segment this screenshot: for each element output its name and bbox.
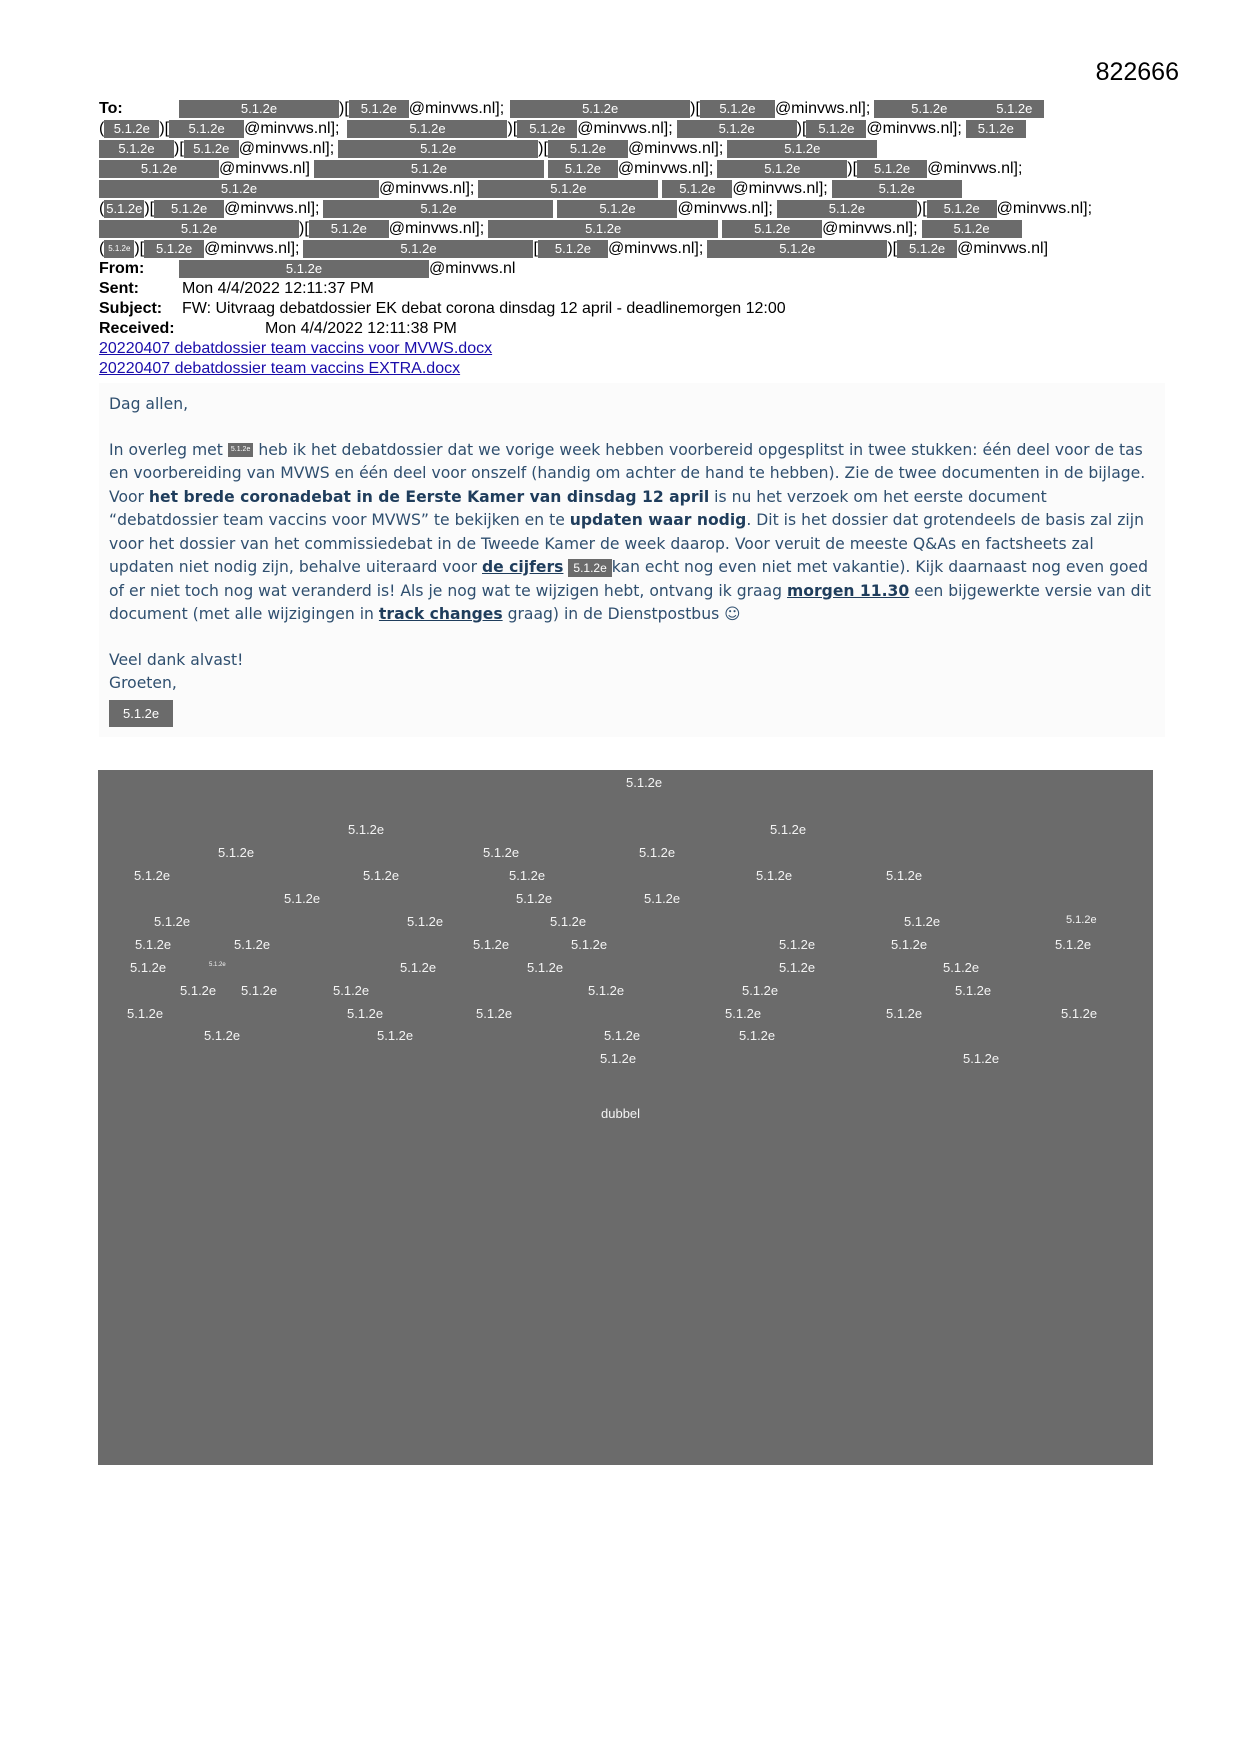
redaction: 5.1.2e <box>832 180 962 198</box>
redaction: 5.1.2e <box>104 120 159 138</box>
email-header <box>99 99 1139 379</box>
redaction-label: 5.1.2e <box>891 937 928 952</box>
email-domain: @minvws.nl]; <box>677 200 773 217</box>
email-domain: @minvws.nl] <box>219 160 310 177</box>
redaction-label: 5.1.2e <box>943 960 980 975</box>
redaction: 5.1.2e <box>662 180 732 198</box>
redaction-label: 5.1.2e <box>218 845 255 860</box>
email-domain: @minvws.nl]; <box>627 140 724 157</box>
to-line-4: 5.1.2e @minvws.nl] 5.1.2e 5.1.2e @minvws.nl]; 5.1.2e )[ 5.1.2e @minvws.nl]; <box>99 159 1139 179</box>
redaction-label: 5.1.2e <box>363 868 400 883</box>
redaction-label: 5.1.2e <box>963 1051 1000 1066</box>
redaction-label: 5.1.2e <box>527 960 564 975</box>
redaction-label: 5.1.2e <box>407 914 444 929</box>
redaction-label: 5.1.2e <box>476 1006 513 1021</box>
signature-redaction: 5.1.2e <box>109 700 173 728</box>
redaction: 5.1.2e <box>927 200 997 218</box>
redaction: 5.1.2e <box>99 140 174 158</box>
redaction-label: 5.1.2e <box>904 914 941 929</box>
redaction: 5.1.2e <box>874 100 984 118</box>
redaction: 5.1.2e <box>99 160 219 178</box>
text: Voor <box>109 487 144 506</box>
text: In overleg met <box>109 440 223 459</box>
paragraph-2 <box>109 486 1155 627</box>
email-domain: @minvws.nl]; <box>866 120 962 137</box>
redaction: 5.1.2e <box>922 220 1022 238</box>
redaction: 5.1.2e <box>338 140 538 158</box>
redaction: 5.1.2e <box>538 240 608 258</box>
redaction: 5.1.2e <box>707 240 887 258</box>
redaction: 5.1.2e <box>99 180 379 198</box>
redaction: 5.1.2e <box>984 100 1044 118</box>
redaction-label: 5.1.2e <box>130 960 167 975</box>
redaction: 5.1.2e <box>727 140 877 158</box>
redaction: 5.1.2e <box>717 160 847 178</box>
email-domain: @minvws.nl]; <box>408 100 505 117</box>
redaction-label: 5.1.2e <box>955 983 992 998</box>
redaction-label: 5.1.2e <box>180 983 217 998</box>
redaction-label: 5.1.2e <box>1066 914 1097 926</box>
attachment-link[interactable]: 20220407 debatdossier team vaccins voor MVWS.docx <box>99 340 493 357</box>
email-domain: @minvws.nl]; <box>996 200 1093 217</box>
redaction: 5.1.2e <box>806 120 866 138</box>
redaction: 5.1.2e <box>349 100 409 118</box>
redaction-label: 5.1.2e <box>234 937 271 952</box>
text: kan echt nog even niet met vakantie). Kijk daarnaast nog even goed of er niet toch nog wat veranderd is! Als je nog wat te wijzigen hebt, ontvang ik graag <box>109 558 1149 600</box>
text: een bijgewerkte versie van dit document (met alle wijzigingen in <box>109 581 1151 623</box>
redaction-label: 5.1.2e <box>639 845 676 860</box>
from-line <box>99 259 1139 279</box>
redacted-block <box>98 770 1153 1465</box>
redaction-label: 5.1.2e <box>588 983 625 998</box>
sent-value: Mon 4/4/2022 12:11:37 PM <box>182 280 374 297</box>
thanks: Veel dank alvast! <box>109 650 244 669</box>
redaction: 5.1.2e <box>154 200 224 218</box>
to-line-2: ( 5.1.2e )[ 5.1.2e @minvws.nl]; 5.1.2e )[ 5.1.2e @minvws.nl]; 5.1.2e )[ 5.1.2e @minvws.nl]; 5.1.2e <box>99 119 1139 139</box>
redaction-label: 5.1.2e <box>1055 937 1092 952</box>
redaction: 5.1.2e <box>347 120 507 138</box>
email-domain: @minvws.nl <box>429 260 516 277</box>
to-line-7: 5.1.2e )[ 5.1.2e @minvws.nl]; 5.1.2e 5.1.2e @minvws.nl]; 5.1.2e <box>99 219 1139 239</box>
redaction-label: 5.1.2e <box>742 983 779 998</box>
redaction-label: 5.1.2e <box>483 845 520 860</box>
redaction: 5.1.2e <box>510 100 690 118</box>
redaction: 5.1.2e <box>700 100 775 118</box>
email-domain: @minvws.nl]; <box>732 180 828 197</box>
text: heb ik het debatdossier dat we vorige week hebben voorbereid opgesplitst in twee stukken: één deel voor de tas en voorbereiding van MVWS en één deel voor onszelf (handig om achter de hand te hebben). Zie de twee documenten in de bijlage. <box>109 440 1146 482</box>
to-line-5 <box>99 179 1139 199</box>
redaction: 5.1.2e <box>309 220 389 238</box>
bold-text: het brede coronadebat in de Eerste Kamer van dinsdag 12 april <box>148 487 710 506</box>
message-body <box>99 383 1165 737</box>
redaction-label: 5.1.2e <box>886 868 923 883</box>
redaction-label: 5.1.2e <box>516 891 553 906</box>
redaction: 5.1.2e <box>557 200 677 218</box>
subject-value: FW: Uitvraag debatdossier EK debat corona dinsdag 12 april - deadlinemorgen 12:00 <box>182 300 786 317</box>
redaction-label: 5.1.2e <box>571 937 608 952</box>
redaction: 5.1.2e <box>478 180 658 198</box>
redaction-label: 5.1.2e <box>1061 1006 1098 1021</box>
redaction-label: 5.1.2e <box>473 937 510 952</box>
from-label: From: <box>99 260 145 278</box>
email-domain: @minvws.nl]; <box>238 140 335 157</box>
redaction-label: 5.1.2e <box>509 868 546 883</box>
redaction-label: 5.1.2e <box>241 983 278 998</box>
sent-line <box>99 279 1139 299</box>
email-domain: @minvws.nl]; <box>607 240 704 257</box>
redaction-label: 5.1.2e <box>604 1028 641 1043</box>
subject-line <box>99 299 1139 319</box>
email-domain: @minvws.nl]; <box>224 200 320 217</box>
redaction-label: 5.1.2e <box>756 868 793 883</box>
redaction-label: 5.1.2e <box>127 1006 164 1021</box>
to-line-8: ( 5.1.2e )[ 5.1.2e @minvws.nl]; 5.1.2e [ 5.1.2e @minvws.nl]; 5.1.2e )[ 5.1.2e @minvws.nl] <box>99 240 1049 257</box>
redaction: 5.1.2e <box>897 240 957 258</box>
redaction: 5.1.2e <box>722 220 822 238</box>
received-line <box>99 319 1139 339</box>
redaction-label: 5.1.2e <box>626 775 663 790</box>
redaction: 5.1.2e <box>323 200 553 218</box>
redaction: 5.1.2e <box>99 220 299 238</box>
redaction: 5.1.2e <box>144 240 204 258</box>
redaction-note: dubbel <box>601 1106 641 1121</box>
email-domain: @minvws.nl]; <box>388 220 485 237</box>
redaction-label: 5.1.2e <box>204 1028 241 1043</box>
redaction: 5.1.2e <box>548 160 618 178</box>
redaction: 5.1.2e <box>179 100 339 118</box>
email-domain: @minvws.nl]; <box>927 160 1023 177</box>
email-domain: @minvws.nl]; <box>379 180 475 197</box>
greeting: Dag allen, <box>109 395 189 413</box>
redaction-label: 5.1.2e <box>135 937 172 952</box>
redaction: 5.1.2e <box>488 220 718 238</box>
bold-underlined-text: morgen 11.30 <box>787 581 910 600</box>
redaction-label: 5.1.2e <box>347 1006 384 1021</box>
redaction-label: 5.1.2e <box>739 1028 776 1043</box>
redaction-label: 5.1.2e <box>284 891 321 906</box>
redaction: 5.1.2e <box>548 140 628 158</box>
email-domain: @minvws.nl]; <box>204 240 300 257</box>
email-domain: @minvws.nl]; <box>774 100 871 117</box>
redaction: 5.1.2e <box>184 140 239 158</box>
redaction-label: 5.1.2e <box>886 1006 923 1021</box>
redaction-label: 5.1.2e <box>644 891 681 906</box>
received-label: Received: <box>99 320 175 337</box>
redaction: 5.1.2e <box>169 120 244 138</box>
redaction: 5.1.2e <box>314 160 544 178</box>
redaction-label: 5.1.2e <box>779 960 816 975</box>
redaction: 5.1.2e <box>517 120 577 138</box>
received-value: Mon 4/4/2022 12:11:38 PM <box>265 320 457 337</box>
redaction: 5.1.2e <box>104 240 134 258</box>
text: graag) in de Dienstpostbus ☺ <box>507 605 741 623</box>
redaction-label: 5.1.2e <box>209 962 226 968</box>
redaction: 5.1.2e <box>568 559 611 577</box>
redaction-label: 5.1.2e <box>154 914 191 929</box>
redaction: 5.1.2e <box>677 120 797 138</box>
email-domain: @minvws.nl]; <box>577 120 673 137</box>
redaction-label: 5.1.2e <box>770 822 807 837</box>
redaction-label: 5.1.2e <box>779 937 816 952</box>
redaction-label: 5.1.2e <box>134 868 171 883</box>
closing: Groeten, <box>109 674 177 692</box>
to-line-1: To: 5.1.2e )[ 5.1.2e @minvws.nl]; 5.1.2e )[ 5.1.2e @minvws.nl]; 5.1.2e 5.1.2e <box>99 99 1139 119</box>
email-domain: @minvws.nl]; <box>617 160 714 177</box>
redaction-label: 5.1.2e <box>400 960 437 975</box>
redaction: 5.1.2e <box>179 260 429 278</box>
sent-label: Sent: <box>99 280 139 297</box>
to-label: To: <box>99 100 123 118</box>
bold-text: updaten waar nodig <box>569 511 747 529</box>
email-domain: @minvws.nl] <box>957 240 1049 257</box>
redaction: 5.1.2e <box>857 160 927 178</box>
bold-underlined-text: track changes <box>378 605 503 623</box>
redaction-label: 5.1.2e <box>725 1006 762 1021</box>
email-domain: @minvws.nl]; <box>822 220 918 237</box>
redaction-label: 5.1.2e <box>550 914 587 929</box>
attachment-link[interactable]: 20220407 debatdossier team vaccins EXTRA.docx <box>99 360 461 377</box>
to-line-3: 5.1.2e )[ 5.1.2e @minvws.nl]; 5.1.2e )[ 5.1.2e @minvws.nl]; 5.1.2e <box>99 139 1139 159</box>
document-id: 822666 <box>1095 58 1179 86</box>
attachments <box>99 339 1139 379</box>
redaction-label: 5.1.2e <box>600 1051 637 1066</box>
redaction: 5.1.2e <box>106 201 143 216</box>
subject-label: Subject: <box>99 300 163 317</box>
email-domain: @minvws.nl]; <box>244 120 340 137</box>
text: is nu het verzoek om het eerste document “debatdossier team vaccins voor MVWS” te bekijken en te <box>109 487 1047 529</box>
to-line-6: ( 5.1.2e )[ 5.1.2e @minvws.nl]; 5.1.2e 5.1.2e @minvws.nl]; 5.1.2e )[ 5.1.2e @minvws.nl]; <box>99 200 1093 217</box>
redaction: 5.1.2e <box>966 120 1026 138</box>
redaction-label: 5.1.2e <box>377 1028 414 1043</box>
redaction-label: 5.1.2e <box>333 983 370 998</box>
bold-underlined-text: de cijfers <box>482 558 564 576</box>
paragraph-1 <box>109 439 1155 486</box>
redaction: 5.1.2e <box>777 200 917 218</box>
text: . Dit is het dossier dat grotendeels de basis zal zijn voor het dossier van het commissiedebat in de Tweede Kamer de week daarop. Voor veruit de meeste Q&As en factsheets zal updaten niet nodig zijn, behalve uiteraard voor <box>109 511 1144 576</box>
redaction-label: 5.1.2e <box>348 822 385 837</box>
redaction: 5.1.2e <box>228 443 253 457</box>
redaction: 5.1.2e <box>303 240 533 258</box>
